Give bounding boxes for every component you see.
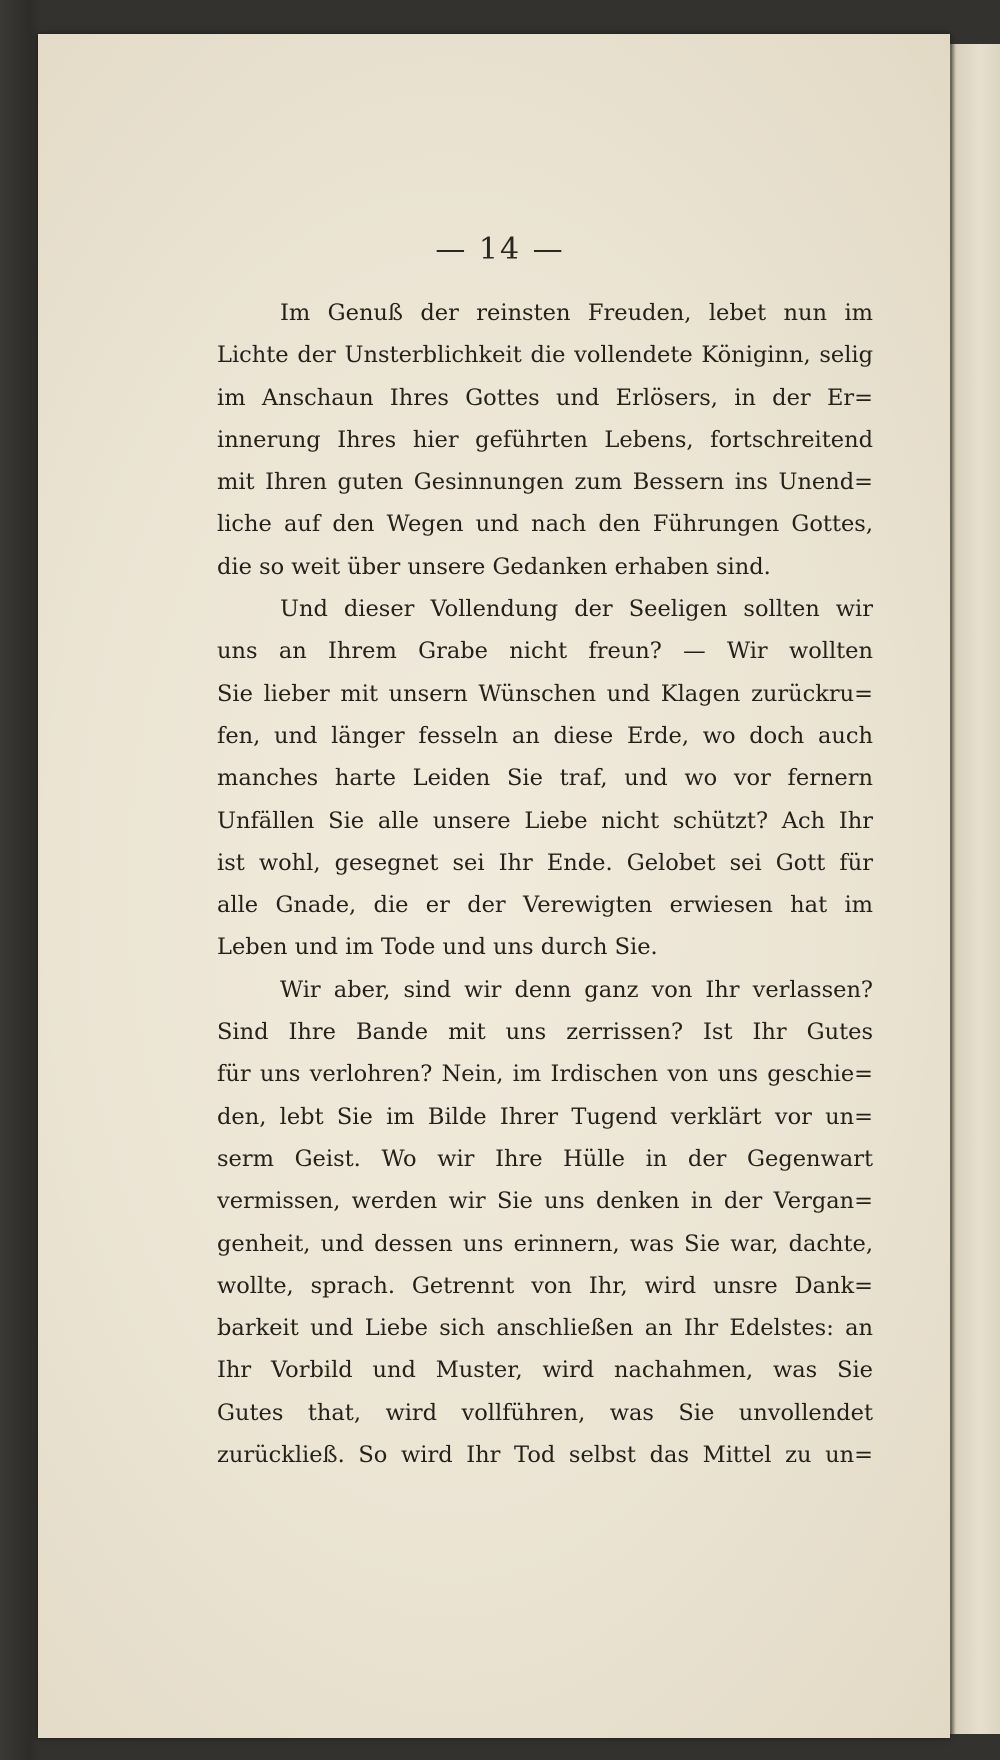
text-line: zurückließ. So wird Ihr Tod selbst das Mittel zu un= bbox=[217, 1442, 873, 1469]
text-line: liche auf den Wegen und nach den Führungen Gottes, bbox=[217, 511, 873, 538]
text-line: den, lebt Sie im Bilde Ihrer Tugend verklärt vor un= bbox=[217, 1103, 873, 1130]
text-line: Lichte der Unsterblichkeit die vollendete Königinn, selig bbox=[217, 342, 873, 369]
facing-page-edge bbox=[950, 44, 1000, 1734]
body-text bbox=[217, 292, 873, 1476]
text-line: Gutes that, wird vollführen, was Sie unvollendet bbox=[217, 1399, 873, 1426]
text-line: Ihr Vorbild und Muster, wird nachahmen, was Sie bbox=[217, 1357, 873, 1384]
text-line: Wir aber, sind wir denn ganz von Ihr verlassen? bbox=[280, 976, 873, 1003]
text-line: vermissen, werden wir Sie uns denken in der Vergan= bbox=[217, 1188, 873, 1215]
text-line: serm Geist. Wo wir Ihre Hülle in der Gegenwart bbox=[217, 1145, 873, 1172]
text-line: Sind Ihre Bande mit uns zerrissen? Ist Ihr Gutes bbox=[217, 1019, 873, 1046]
text-line: im Anschaun Ihres Gottes und Erlösers, in der Er= bbox=[217, 384, 873, 411]
text-line: manches harte Leiden Sie traf, und wo vor fernern bbox=[217, 765, 873, 792]
text-line: fen, und länger fesseln an diese Erde, wo doch auch bbox=[217, 722, 873, 749]
text-line: Im Genuß der reinsten Freuden, lebet nun im bbox=[280, 300, 873, 326]
text-line: alle Gnade, die er der Verewigten erwiesen hat im bbox=[217, 892, 873, 919]
text-line: Sie lieber mit unsern Wünschen und Klagen zurückru= bbox=[217, 680, 873, 707]
text-line: Und dieser Vollendung der Seeligen sollten wir bbox=[280, 596, 873, 623]
page-number-header: — 14 — bbox=[435, 232, 565, 267]
text-line: ist wohl, gesegnet sei Ihr Ende. Gelobet sei Gott für bbox=[217, 849, 873, 876]
text-line: genheit, und dessen uns erinnern, was Sie war, dachte, bbox=[217, 1230, 873, 1257]
text-line: uns an Ihrem Grabe nicht freun? — Wir wollten bbox=[217, 638, 873, 665]
text-line: barkeit und Liebe sich anschließen an Ihr Edelstes: an bbox=[217, 1315, 873, 1342]
text-line: Leben und im Tode und uns durch Sie. bbox=[217, 934, 658, 961]
text-line: innerung Ihres hier geführten Lebens, fortschreitend bbox=[217, 426, 873, 453]
text-line: Unfällen Sie alle unsere Liebe nicht schützt? Ach Ihr bbox=[217, 807, 873, 834]
text-line: für uns verlohren? Nein, im Irdischen von uns geschie= bbox=[217, 1061, 873, 1088]
text-line: wollte, sprach. Getrennt von Ihr, wird unsre Dank= bbox=[217, 1272, 873, 1299]
text-line: mit Ihren guten Gesinnungen zum Bessern ins Unend= bbox=[217, 469, 873, 496]
text-line: die so weit über unsere Gedanken erhaben sind. bbox=[217, 553, 771, 580]
